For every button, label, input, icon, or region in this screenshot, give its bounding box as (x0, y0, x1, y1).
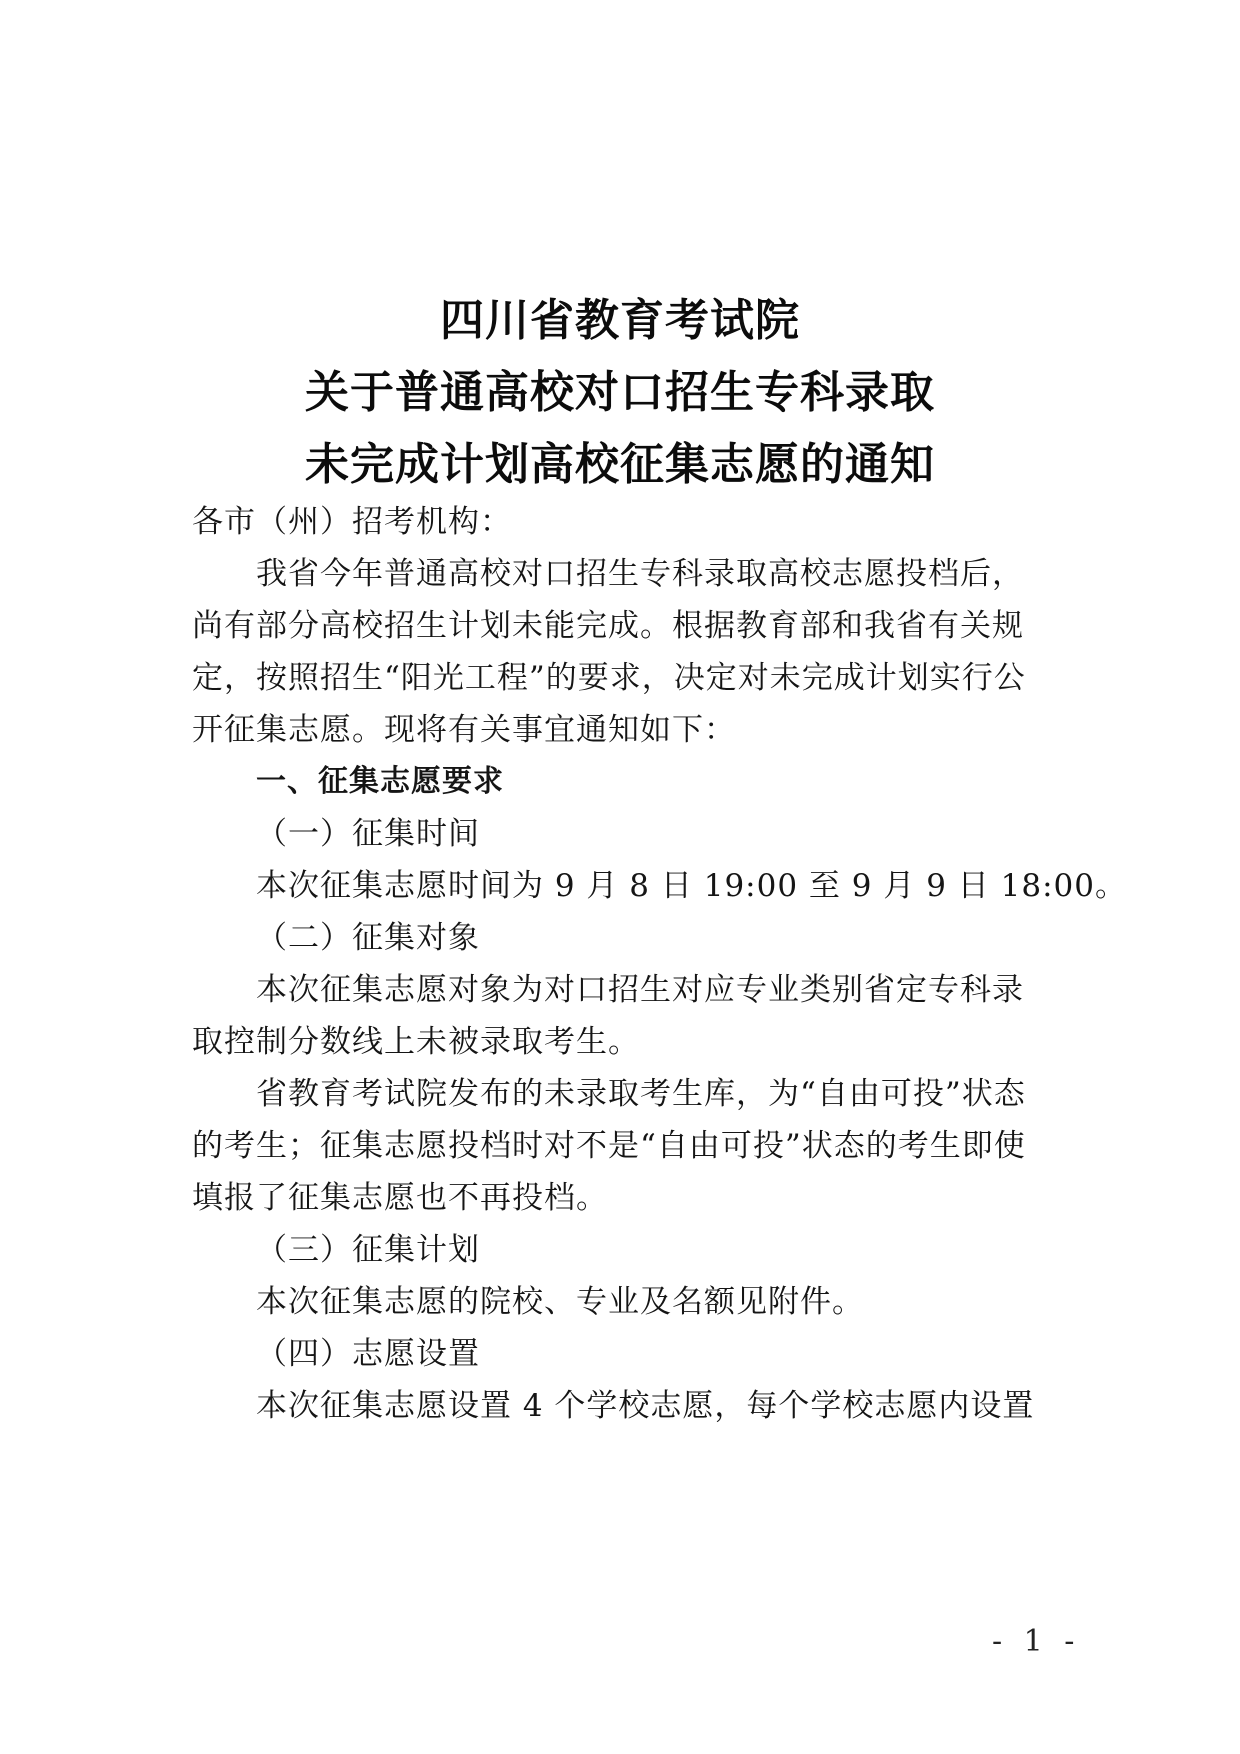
page-number: - 1 - (992, 1624, 1081, 1659)
paragraph-line: 本次征集志愿设置 4 个学校志愿，每个学校志愿内设置 (256, 1388, 1035, 1424)
paragraph-line: 的考生；征集志愿投档时对不是“自由可投”状态的考生即使 (192, 1128, 1026, 1164)
intro-line: 定，按照招生“阳光工程”的要求，决定对未完成计划实行公 (192, 660, 1026, 696)
document-title-line-3: 未完成计划高校征集志愿的通知 (305, 439, 935, 490)
paragraph-line: 取控制分数线上未被录取考生。 (192, 1024, 640, 1060)
salutation: 各市（州）招考机构： (192, 504, 512, 540)
paragraph-line: 本次征集志愿时间为 9 月 8 日 19:00 至 9 月 9 日 18:00。 (256, 868, 1127, 904)
intro-line: 我省今年普通高校对口招生专科录取高校志愿投档后， (256, 556, 1024, 592)
intro-line: 开征集志愿。现将有关事宜通知如下： (192, 712, 736, 748)
subsection-heading: （三）征集计划 (256, 1232, 480, 1268)
paragraph-line: 填报了征集志愿也不再投档。 (192, 1180, 608, 1216)
document-title-line-2: 关于普通高校对口招生专科录取 (305, 367, 935, 418)
subsection-heading: （一）征集时间 (256, 816, 480, 852)
section-heading: 一、征集志愿要求 (256, 764, 504, 799)
subsection-heading: （四）志愿设置 (256, 1336, 480, 1372)
subsection-heading: （二）征集对象 (256, 920, 480, 956)
intro-line: 尚有部分高校招生计划未能完成。根据教育部和我省有关规 (192, 608, 1024, 644)
document-title-line-1: 四川省教育考试院 (440, 295, 800, 346)
paragraph-line: 本次征集志愿对象为对口招生对应专业类别省定专科录 (256, 972, 1024, 1008)
paragraph-line: 本次征集志愿的院校、专业及名额见附件。 (256, 1284, 864, 1320)
paragraph-line: 省教育考试院发布的未录取考生库，为“自由可投”状态 (256, 1076, 1026, 1112)
